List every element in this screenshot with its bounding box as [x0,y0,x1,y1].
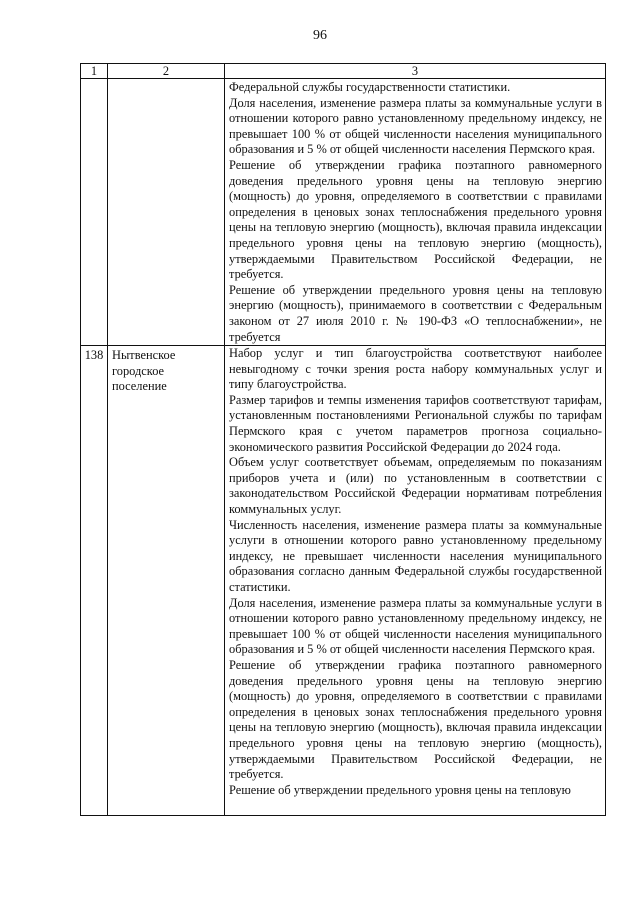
conditions-cell [225,346,606,816]
column-header-3: 3 [225,64,606,79]
paragraph: Решение об утверждении предельного уровня цены на тепловую [229,782,571,797]
municipality-name-cell [108,79,225,346]
paragraph: Решение об утверждении графика поэтапного равномерного доведения предельного уровня цены на тепловую энергию (мощность) до уровня, определяемого в соответствии с правилами определения в ценовых зонах теплоснабжения предельного уровня цены на тепловую энергию (мощность), включая правила индексации предельного уровня цены на тепловую энергию (мощность), утверждаемыми Правительством Российской Федерации, не требуется. [229,157,602,282]
paragraph: Численность населения, изменение размера платы за коммунальные услуги в отношении которого равно установленному предельному индексу, не превышает численности населения муниципального образования согласно данным Федеральной службы государственной статистики. [229,517,602,594]
paragraph: Объем услуг соответствует объемам, определяемым по показаниям приборов учета и (или) по установленным в соответствии с законодательством Российской Федерации нормативам потребления коммунальных услуг. [229,455,602,517]
row-number-cell: 138 [81,346,108,816]
paragraph: Набор услуг и тип благоустройства соответствуют наиболее невыгодному с точки зрения роста набору коммунальных услуг и типу благоустройства. [229,346,602,392]
row-number-cell [81,79,108,346]
document-table [80,63,606,816]
table-row [81,79,606,346]
column-header-2: 2 [108,64,225,79]
paragraph: Решение об утверждении графика поэтапного равномерного доведения предельного уровня цены на тепловую энергию (мощность) до уровня, определяемого в соответствии с правилами определения в ценовых зонах теплоснабжения предельного уровня цены на тепловую энергию (мощность), включая правила индексации предельного уровня цены на тепловую энергию (мощность), утверждаемыми Правительством Российской Федерации, не требуется. [229,657,602,782]
paragraph: Федеральной службы государственности статистики. [229,80,511,94]
table-header-row [81,64,606,79]
paragraph: Доля населения, изменение размера платы за коммунальные услуги в отношении которого равно установленному предельному индексу, не превышает 100 % от общей численности населения муниципального образования и 5 % от общей численности населения Пермского края. [229,95,602,157]
table-row [81,346,606,816]
column-header-1: 1 [81,64,108,79]
paragraph: Размер тарифов и темпы изменения тарифов соответствуют тарифам, установленным постановлениями Региональной службы по тарифам Пермского края с учетом параметров прогноза социально-экономического развития Российской Федерации до 2024 года. [229,392,602,454]
page-number: 96 [313,28,327,43]
municipality-name-cell: Нытвенское городское поселение [108,346,225,816]
paragraph: Решение об утверждении предельного уровня цены на тепловую энергию (мощность), принимаемого в соответствии с Федеральным законом от 27 июля 2010 г. № 190-ФЗ «О теплоснабжении», не требуется [229,282,602,344]
paragraph: Доля населения, изменение размера платы за коммунальные услуги в отношении которого равно установленному предельному индексу, не превышает 100 % от общей численности населения муниципального образования и 5 % от общей численности населения Пермского края. [229,595,602,657]
conditions-cell [225,79,606,346]
